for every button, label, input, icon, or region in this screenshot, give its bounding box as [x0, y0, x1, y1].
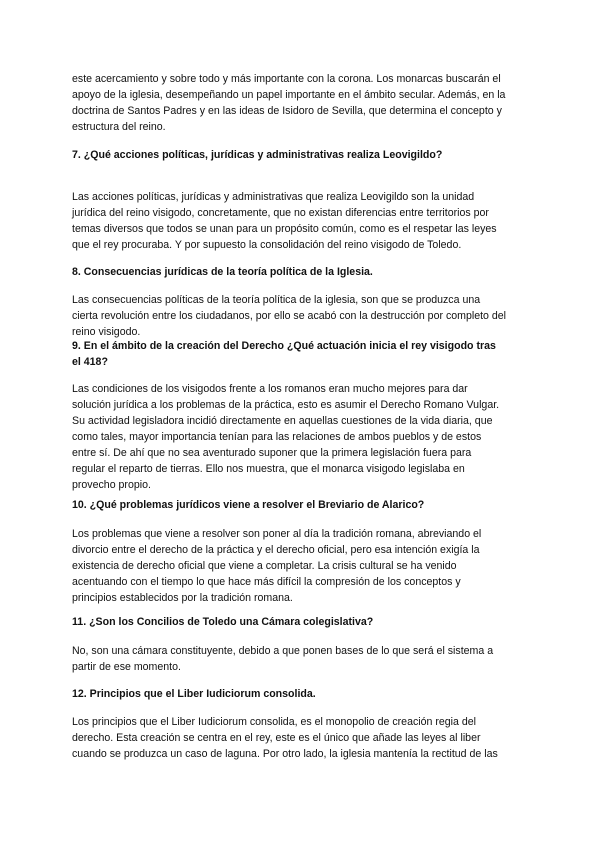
text-line: existencia de derecho oficial que viene a completar. La crisis cultural se ha venido — [72, 560, 457, 572]
text-line: Los problemas que viene a resolver son poner al día la tradición romana, abreviando el — [72, 528, 482, 540]
text-line: cierta revolución entre los ciudadanos, por ello se acabó con la destrucción por completo del — [72, 310, 507, 322]
text-line: regular el reparto de tierras. Ello nos muestra, que el monarca visigodo legislaba en — [72, 463, 465, 475]
text-line: provecho propio. — [72, 479, 151, 491]
text-line: reino visigodo. — [72, 326, 141, 338]
text-line: que el rey procuraba. Y por supuesto la consolidación del reino visigodo de Toledo. — [72, 239, 462, 251]
text-line: Las consecuencias políticas de la teoría política de la iglesia, son que se produzca una — [72, 294, 481, 306]
question-10-heading: 10. ¿Qué problemas jurídicos viene a resolver el Breviario de Alarico? — [72, 499, 425, 511]
text-line: este acercamiento y sobre todo y más importante con la corona. Los monarcas buscarán el — [72, 73, 501, 85]
text-line: doctrina de Santos Padres y en las ideas de Isidoro de Sevilla, que determina el concepto y — [72, 105, 502, 117]
text-line: divorcio entre el derecho de la práctica y el derecho oficial, pero esa intención exigía la — [72, 544, 480, 556]
text-line: temas diversos que todos se unan para un propósito común, como es el respetar las leyes — [72, 223, 497, 235]
text-line: Las acciones políticas, jurídicas y administrativas que realiza Leovigildo son la unidad — [72, 191, 475, 203]
text-line: partir de ese momento. — [72, 661, 181, 673]
text-line: jurídica del reino visigodo, concretamente, que no existan diferencias entre territorios por — [72, 207, 489, 219]
question-8-heading: 8. Consecuencias jurídicas de la teoría política de la Iglesia. — [72, 266, 373, 278]
text-line: cuando se produzca un caso de laguna. Por otro lado, la iglesia mantenía la rectitud de las — [72, 748, 498, 760]
question-12-heading: 12. Principios que el Liber Iudiciorum consolida. — [72, 688, 316, 700]
text-line: No, son una cámara constituyente, debido a que ponen bases de lo que será el sistema a — [72, 645, 494, 657]
question-9-heading: 9. En el ámbito de la creación del Derecho ¿Qué actuación inicia el rey visigodo tras — [72, 340, 496, 352]
text-line: apoyo de la iglesia, desempeñando un papel importante en el ámbito secular. Además, en la — [72, 89, 506, 101]
text-line: derecho. Esta creación se centra en el rey, este es el único que añade las leyes al liber — [72, 732, 481, 744]
text-line: como tales, mayor importancia tenían para las relaciones de ambos pueblos y de estos — [72, 431, 482, 443]
text-line: solución jurídica a los problemas de la práctica, esto es asumir el Derecho Romano Vulgar. — [72, 399, 500, 411]
text-line: entre sí. De ahí que no sea aventurado suponer que la primera legislación fuera para — [72, 447, 472, 459]
question-11-heading: 11. ¿Son los Concilios de Toledo una Cámara colegislativa? — [72, 616, 374, 628]
question-9-heading: el 418? — [72, 356, 108, 368]
text-line: principios establecidos por la tradición romana. — [72, 592, 293, 604]
text-line: Las condiciones de los visigodos frente a los romanos eran mucho mejores para dar — [72, 383, 468, 395]
text-line: Los principios que el Liber Iudiciorum consolida, es el monopolio de creación regia del — [72, 716, 476, 728]
text-line: estructura del reino. — [72, 121, 166, 133]
text-line: Su actividad legisladora incidió directamente en aquellas cuestiones de la vida diaria, que — [72, 415, 493, 427]
question-7-heading: 7. ¿Qué acciones políticas, jurídicas y administrativas realiza Leovigildo? — [72, 149, 443, 161]
text-line: acentuando con el tiempo lo que hace más difícil la compresión de los conceptos y — [72, 576, 461, 588]
